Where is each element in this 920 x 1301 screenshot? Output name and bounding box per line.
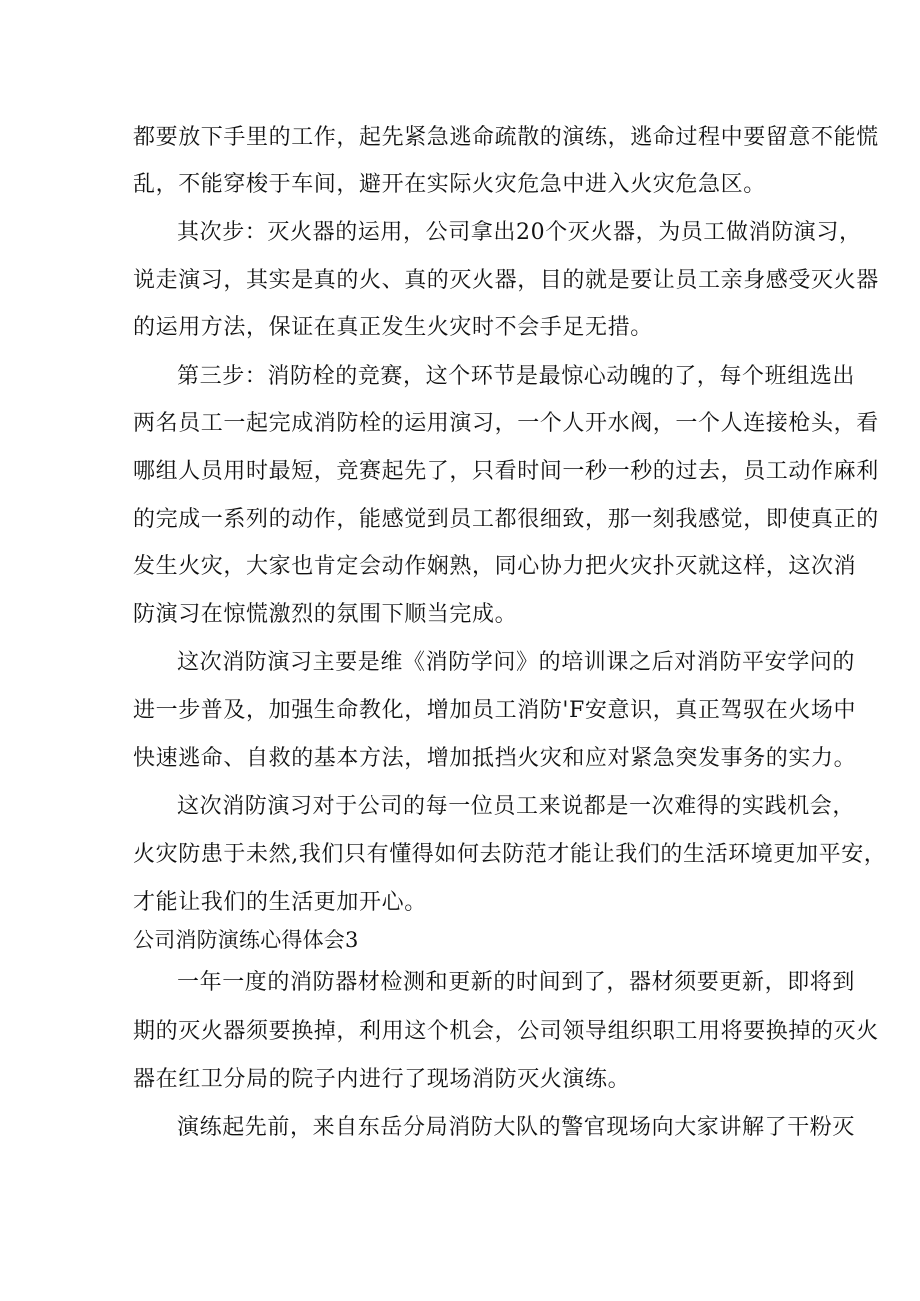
paragraph-line: 这次消防演习主要是维《消防学问》的培训课之后对消防平安学问的 (177, 650, 856, 675)
paragraph-line: 演练起先前，来自东岳分局消防大队的警官现场向大家讲解了干粉灭 (177, 1115, 856, 1140)
paragraph-line: 进一步普及，加强生命教化，增加员工消防'F安意识，真正驾驭在火场中 (133, 698, 857, 723)
paragraph-line: 其次步：灭火器的运用，公司拿出20个灭火器，为员工做消防演习， (177, 220, 862, 245)
paragraph-line: 都要放下手里的工作，起先紧急逃命疏散的演练，逃命过程中要留意不能慌 (133, 125, 879, 150)
section-heading: 公司消防演练心得体会3 (133, 928, 359, 952)
paragraph-line: 乱，不能穿梭于车间，避开在实际火灾危急中进入火灾危急区。 (133, 172, 766, 197)
paragraph-line: 器在红卫分局的院子内进行了现场消防灭火演练。 (133, 1067, 631, 1092)
paragraph-line: 这次消防演习对于公司的每一位员工来说都是一次难得的实践机会， (177, 794, 856, 819)
paragraph-line: 的运用方法，保证在真正发生火灾时不会手足无措。 (133, 315, 653, 340)
paragraph-line: 哪组人员用时最短，竞赛起先了，只看时间一秒一秒的过去，员工动作麻利 (133, 459, 879, 484)
paragraph-line: 的完成一系列的动作，能感觉到员工都很细致，那一刻我感觉，即使真正的 (133, 507, 879, 532)
paragraph-line: 发生火灾，大家也肯定会动作娴熟，同心协力把火灾扑灭就这样，这次消 (133, 554, 857, 579)
paragraph-line: 第三步：消防栓的竞赛，这个环节是最惊心动魄的了，每个班组选出 (177, 364, 856, 389)
paragraph-line: 期的灭火器须要换掉，利用这个机会，公司领导组织职工用将要换掉的灭火 (133, 1019, 879, 1044)
paragraph-line: 快速逃命、自救的基本方法，增加抵挡火灾和应对紧急突发事务的实力。 (133, 746, 857, 771)
paragraph-line: 防演习在惊慌激烈的氛围下顺当完成。 (133, 602, 518, 627)
paragraph-line: 说走演习，其实是真的火、真的灭火器，目的就是要让员工亲身感受灭火器 (133, 268, 879, 293)
paragraph-line: 才能让我们的生活更加开心。 (133, 890, 427, 915)
paragraph-line: 两名员工一起完成消防栓的运用演习，一个人开水阀，一个人连接枪头，看 (133, 411, 879, 436)
paragraph-line: 一年一度的消防器材检测和更新的时间到了，器材须要更新，即将到 (177, 970, 856, 995)
paragraph-line: 火灾防患于未然,我们只有懂得如何去防范才能让我们的生活环境更加平安， (133, 842, 887, 867)
